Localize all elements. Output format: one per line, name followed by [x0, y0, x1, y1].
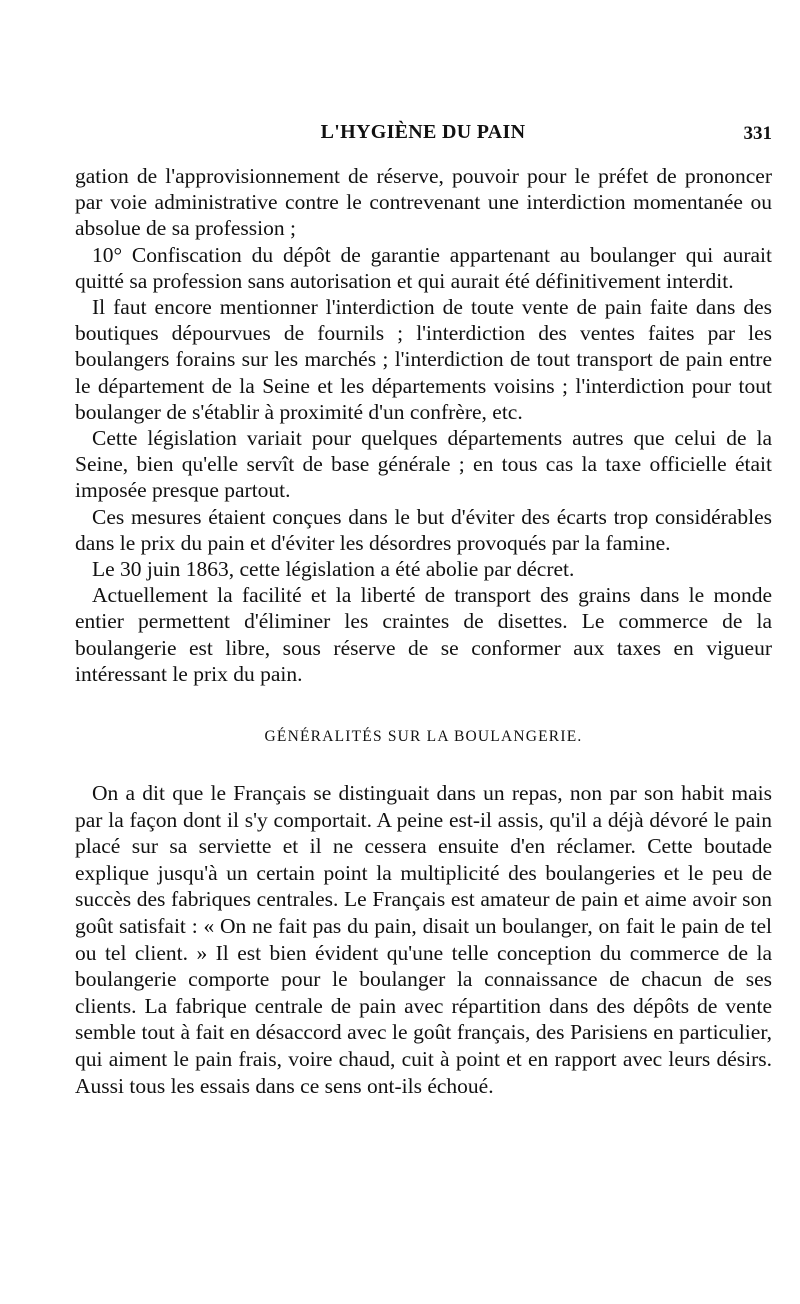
paragraph-item-10: 10° Confiscation du dépôt de garantie appartenant au boulanger qui aurait quitté sa profession sans autorisation et qui aurait été définitivement interdit. [75, 242, 772, 293]
section-heading: GÉNÉRALITÉS SUR LA BOULANGERIE. [264, 728, 583, 746]
paragraph-interdictions: Il faut encore mentionner l'interdiction de toute vente de pain faite dans des boutiques dépourvues de fournils ; l'interdiction des ventes faites par les boulangers forains sur les marchés ; l'interdiction de tout transport de pain entre le département de la Seine et les départements voisins ; l'interdiction pour tout boulanger de s'établir à proximité d'un confrère, etc. [75, 295, 772, 424]
paragraph-abolition: Le 30 juin 1863, cette législation a été abolie par décret. [92, 557, 575, 582]
paragraph-generalites: On a dit que le Français se distinguait dans un repas, non par son habit mais par la façon dont il s'y comportait. A peine est-il assis, qu'il a déjà dévoré le pain placé sur sa serviette et il ne cessera ensuite d'en réclamer. Cette boutade explique jusqu'à un certain point la multiplicité des boulangeries et le peu de succès des fabriques centrales. Le Français est amateur de pain et aime avoir son goût satisfait : « On ne fait pas du pain, disait un boulanger, on fait le pain de tel ou tel client. » Il est bien évident qu'une telle conception du commerce de la boulangerie comporte pour le boulanger la connaissance de chacun de ses clients. La fabrique centrale de pain avec répartition dans des dépôts de vente semble tout à fait en désaccord avec le goût français, des Parisiens en particulier, qui aiment le pain frais, voire chaud, cuit à point et en rapport avec leurs désirs. Aussi tous les essais dans ce sens ont-ils échoué. [75, 781, 772, 1098]
running-title: L'HYGIÈNE DU PAIN [320, 121, 526, 143]
running-head [74, 117, 772, 147]
body-text [75, 163, 772, 1099]
page-number: 331 [743, 123, 772, 144]
paragraph-actuellement: Actuellement la facilité et la liberté de transport des grains dans le monde entier permettent d'éliminer les craintes de disettes. Le commerce de la boulangerie est libre, sous réserve de se conformer aux taxes en vigueur intéressant le prix du pain. [75, 583, 772, 686]
paragraph-legislation: Cette législation variait pour quelques départements autres que celui de la Seine, bien qu'elle servît de base générale ; en tous cas la taxe officielle était imposée presque partout. [75, 426, 772, 503]
paragraph-mesures: Ces mesures étaient conçues dans le but d'éviter des écarts trop considérables dans le prix du pain et d'éviter les désordres provoqués par la famine. [75, 504, 772, 555]
paragraph-continuation: gation de l'approvisionnement de réserve, pouvoir pour le préfet de prononcer par voie administrative contre le contrevenant une interdiction momentanée ou absolue de sa profession ; [75, 164, 772, 241]
